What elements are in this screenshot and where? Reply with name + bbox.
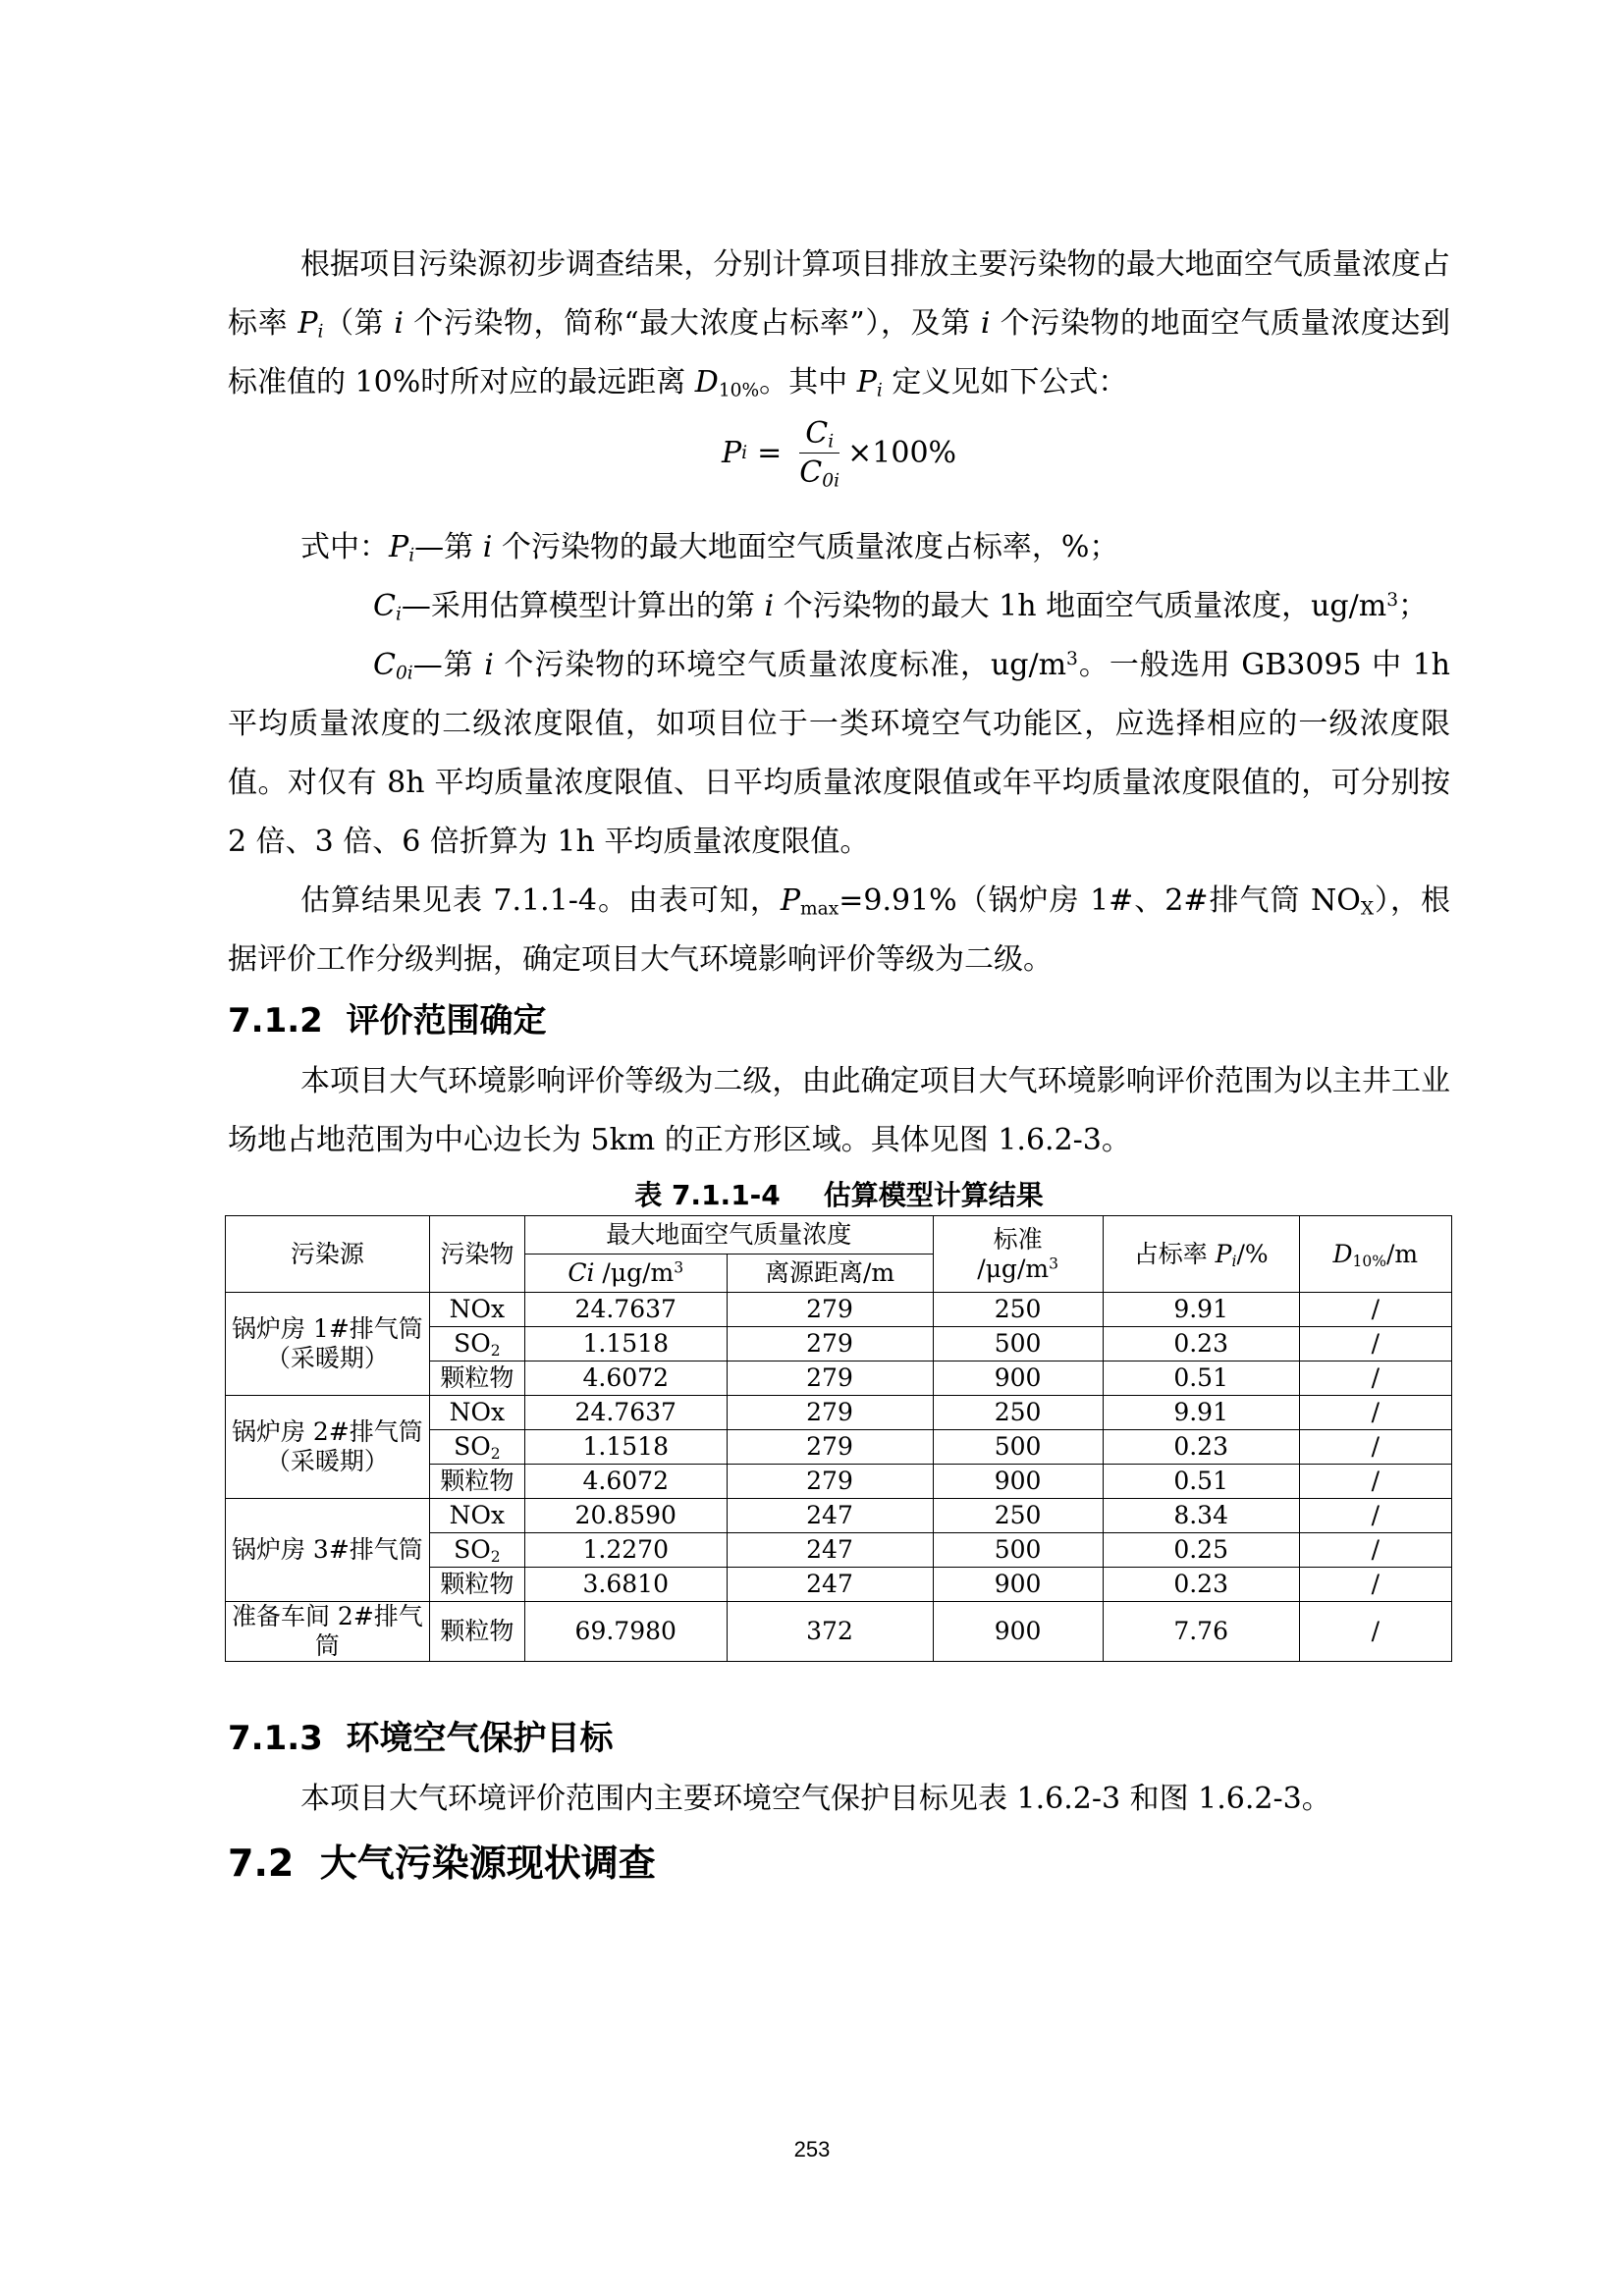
intro-paragraph: 根据项目污染源初步调查结果，分别计算项目排放主要污染物的最大地面空气质量浓度占标率 $P_i$（第 i 个污染物，简称“最大浓度占标率”），及第 i 个污染物的地面空气质量浓度达到标准值的 10%时所对应的最远距离 $D_{10\%}$。其中 $P_i$ 定义见如下公式：: [228, 247, 1450, 401]
cell: 279: [727, 1327, 933, 1362]
definition-ci: $C_i—$采用估算模型计算出的第 i 个污染物的最大 1h 地面空气质量浓度，$ug/m^3$；: [373, 589, 1429, 625]
cell: 0.23: [1103, 1430, 1299, 1465]
cell: 1.2270: [524, 1533, 727, 1568]
cell: $SO_2$: [429, 1430, 524, 1465]
cell: $SO_2$: [429, 1327, 524, 1362]
cell: NOx: [429, 1499, 524, 1533]
cell: /: [1299, 1568, 1451, 1602]
cell: 900: [933, 1362, 1103, 1396]
cell: 250: [933, 1396, 1103, 1430]
cell: 0.51: [1103, 1362, 1299, 1396]
cell: 69.7980: [524, 1602, 727, 1662]
table-caption: 表 7.1.1-4 估算模型计算结果: [634, 1179, 1044, 1211]
cell: 8.34: [1103, 1499, 1299, 1533]
col-header-distance: 离源距离/m: [727, 1255, 933, 1293]
col-header-ratio: 占标率 $P_i/\%$: [1103, 1216, 1299, 1293]
scope-paragraph: 本项目大气环境影响评价等级为二级，由此确定项目大气环境影响评价范围为以主井工业场地占地范围为中心边长为 5km 的正方形区域。具体见图 1.6.2-3。: [228, 1064, 1450, 1157]
cell: 900: [933, 1602, 1103, 1662]
page-number: 253: [793, 2137, 831, 2162]
source-cell-boiler-3: 锅炉房 3#排气筒: [226, 1499, 430, 1602]
cell: 247: [727, 1499, 933, 1533]
source-cell-boiler-2: 锅炉房 2#排气筒 （采暖期）: [226, 1396, 430, 1499]
cell: 279: [727, 1362, 933, 1396]
definition-pi: 式中：$P_i—$第 i 个污染物的最大地面空气质量浓度占标率，%；: [300, 530, 1119, 566]
cell: 250: [933, 1293, 1103, 1327]
source-cell-boiler-1: 锅炉房 1#排气筒 （采暖期）: [226, 1293, 430, 1396]
section-heading-7-1-3: 7.1.3 环境空气保护目标: [228, 1719, 614, 1758]
cell: /: [1299, 1465, 1451, 1499]
table-row: [226, 1499, 1452, 1533]
cell: 24.7637: [524, 1396, 727, 1430]
cell: 900: [933, 1465, 1103, 1499]
cell: 500: [933, 1533, 1103, 1568]
cell: 颗粒物: [429, 1362, 524, 1396]
cell: /: [1299, 1362, 1451, 1396]
cell: 0.25: [1103, 1533, 1299, 1568]
cell: 279: [727, 1465, 933, 1499]
cell: /: [1299, 1602, 1451, 1662]
cell: 1.1518: [524, 1430, 727, 1465]
result-paragraph: 估算结果见表 7.1.1-4。由表可知，$P_{max}=9.91\%$（锅炉房 1#、2#排气筒 $NO_X$），根据评价工作分级判据，确定项目大气环境影响评价等级为二级。: [228, 883, 1451, 977]
cell: 247: [727, 1568, 933, 1602]
cell: /: [1299, 1327, 1451, 1362]
cell: 500: [933, 1327, 1103, 1362]
cell: 4.6072: [524, 1362, 727, 1396]
cell: 20.8590: [524, 1499, 727, 1533]
cell: 279: [727, 1396, 933, 1430]
cell: 372: [727, 1602, 933, 1662]
cell: NOx: [429, 1293, 524, 1327]
cell: 900: [933, 1568, 1103, 1602]
cell: 24.7637: [524, 1293, 727, 1327]
cell: 1.1518: [524, 1327, 727, 1362]
cell: 9.91: [1103, 1396, 1299, 1430]
cell: 颗粒物: [429, 1568, 524, 1602]
cell: 0.23: [1103, 1327, 1299, 1362]
col-header-ci: Ci $/\mu g/m^3$: [524, 1255, 727, 1293]
cell: 颗粒物: [429, 1465, 524, 1499]
cell: 3.6810: [524, 1568, 727, 1602]
col-header-max-concentration: 最大地面空气质量浓度: [524, 1216, 933, 1255]
cell: 0.51: [1103, 1465, 1299, 1499]
col-header-standard: 标准 $/\mu g/m^3$: [933, 1216, 1103, 1293]
protection-targets-paragraph: 本项目大气环境评价范围内主要环境空气保护目标见表 1.6.2-3 和图 1.6.2-3。: [300, 1782, 1331, 1816]
cell: 500: [933, 1430, 1103, 1465]
col-header-pollutant: 污染物: [429, 1216, 524, 1293]
cell: 279: [727, 1293, 933, 1327]
definition-c0i: $C_{0i}—$第 i 个污染物的环境空气质量浓度标准，$ug/m^3$。一般选用 GB3095 中 1h 平均质量浓度的二级浓度限值，如项目位于一类环境空气功能区，应选择相应的一级浓度限值。对仅有 8h 平均质量浓度限值、日平均质量浓度限值或年平均质量浓度限值的，可分别按 2 倍、3 倍、6 倍折算为 1h 平均质量浓度限值。: [228, 648, 1450, 859]
document-page: [228, 236, 1450, 1897]
section-heading-7-1-2: 7.1.2 评价范围确定: [228, 1001, 547, 1041]
table-row: [226, 1293, 1452, 1327]
col-header-d10: $D_{10\%}/m$: [1299, 1216, 1451, 1293]
source-cell-prep-workshop: 准备车间 2#排气筒: [226, 1602, 430, 1662]
cell: $SO_2$: [429, 1533, 524, 1568]
table-row: [226, 1602, 1452, 1662]
cell: NOx: [429, 1396, 524, 1430]
cell: 9.91: [1103, 1293, 1299, 1327]
cell: 250: [933, 1499, 1103, 1533]
pi-formula: P i = $\frac{C_i}{C_{0i}}$ ×100%: [721, 416, 957, 492]
section-heading-7-2: 7.2 大气污染源现状调查: [228, 1842, 656, 1885]
cell: 279: [727, 1430, 933, 1465]
cell: 7.76: [1103, 1602, 1299, 1662]
cell: /: [1299, 1499, 1451, 1533]
col-header-source: 污染源: [226, 1216, 430, 1293]
cell: /: [1299, 1533, 1451, 1568]
cell: /: [1299, 1396, 1451, 1430]
cell: /: [1299, 1430, 1451, 1465]
cell: /: [1299, 1293, 1451, 1327]
cell: 颗粒物: [429, 1602, 524, 1662]
table-row: [226, 1396, 1452, 1430]
estimation-results-table: [225, 1215, 1452, 1662]
cell: 4.6072: [524, 1465, 727, 1499]
cell: 247: [727, 1533, 933, 1568]
cell: 0.23: [1103, 1568, 1299, 1602]
